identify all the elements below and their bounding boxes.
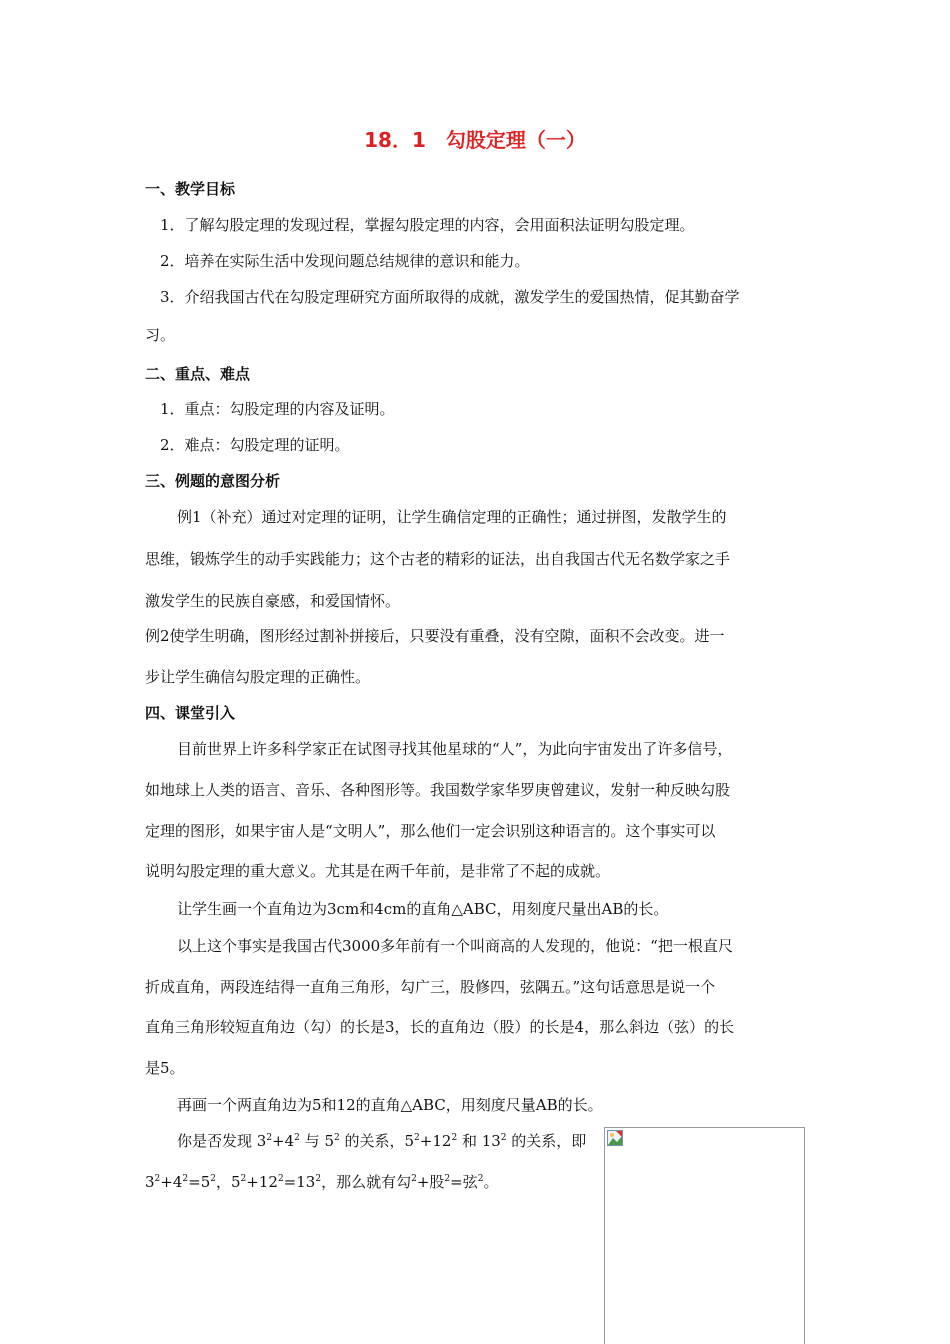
goal-item-2: 2．培养在实际生活中发现问题总结规律的意识和能力。 bbox=[160, 252, 530, 270]
intro-formula-line-1: 你是否发现 $3^2+4^2$ 与 $5^2$ 的关系，$5^2+12^2$ 和 $13^2$ 的关系，即 bbox=[177, 1132, 587, 1150]
intro-para-line: 是5。 bbox=[145, 1059, 185, 1077]
section-heading-examples: 三、例题的意图分析 bbox=[145, 472, 281, 490]
example-para-line: 激发学生的民族自豪感，和爱国情怀。 bbox=[145, 592, 401, 610]
section-heading-goals: 一、教学目标 bbox=[145, 180, 236, 198]
example-para-line: 例2使学生明确，图形经过割补拼接后，只要没有重叠，没有空隙，面积不会改变。进一 bbox=[145, 627, 725, 645]
intro-para-line: 让学生画一个直角边为3cm和4cm的直角△ABC，用刻度尺量出AB的长。 bbox=[177, 900, 669, 918]
section-heading-keypoints: 二、重点、难点 bbox=[145, 365, 251, 383]
intro-para-line: 目前世界上许多科学家正在试图寻找其他星球的“人”，为此向宇宙发出了许多信号， bbox=[177, 740, 733, 758]
broken-image-icon bbox=[607, 1130, 623, 1146]
intro-para-line: 说明勾股定理的重大意义。尤其是在两千年前，是非常了不起的成就。 bbox=[145, 862, 611, 880]
goal-item-1: 1．了解勾股定理的发现过程，掌握勾股定理的内容，会用面积法证明勾股定理。 bbox=[160, 216, 695, 234]
intro-para-line: 折成直角，两段连结得一直角三角形，勾广三，股修四，弦隅五。”这句话意思是说一个 bbox=[145, 978, 716, 996]
section-heading-intro: 四、课堂引入 bbox=[145, 704, 236, 722]
intro-formula-line-2: $3^2+4^2=5^2$，$5^2+12^2=13^2$，那么就有勾$^2$+股$^2$=弦$^2$。 bbox=[145, 1173, 499, 1191]
intro-para-line: 以上这个事实是我国古代3000多年前有一个叫商高的人发现的，他说：“把一根直尺 bbox=[177, 937, 733, 955]
intro-para-line: 再画一个两直角边为5和12的直角△ABC，用刻度尺量AB的长。 bbox=[177, 1096, 603, 1114]
example-para-line: 例1（补充）通过对定理的证明，让学生确信定理的正确性；通过拼图，发散学生的 bbox=[177, 508, 727, 526]
goal-item-3: 3．介绍我国古代在勾股定理研究方面所取得的成就，激发学生的爱国热情，促其勤奋学 bbox=[160, 288, 740, 306]
page-title: 18．1 勾股定理（一） bbox=[364, 128, 586, 152]
keypoint-item-2: 2．难点：勾股定理的证明。 bbox=[160, 436, 350, 454]
figure-placeholder bbox=[604, 1127, 805, 1344]
intro-para-line: 如地球上人类的语言、音乐、各种图形等。我国数学家华罗庚曾建议，发射一种反映勾股 bbox=[145, 781, 731, 799]
intro-para-line: 直角三角形较短直角边（勾）的长是3，长的直角边（股）的长是4，那么斜边（弦）的长 bbox=[145, 1018, 735, 1036]
example-para-line: 思维，锻炼学生的动手实践能力；这个古老的精彩的证法，出自我国古代无名数学家之手 bbox=[145, 550, 731, 568]
example-para-line: 步让学生确信勾股定理的正确性。 bbox=[145, 668, 371, 686]
intro-para-line: 定理的图形，如果宇宙人是“文明人”，那么他们一定会识别这种语言的。这个事实可以 bbox=[145, 822, 716, 840]
goal-item-3-cont: 习。 bbox=[145, 326, 176, 344]
keypoint-item-1: 1．重点：勾股定理的内容及证明。 bbox=[160, 400, 395, 418]
